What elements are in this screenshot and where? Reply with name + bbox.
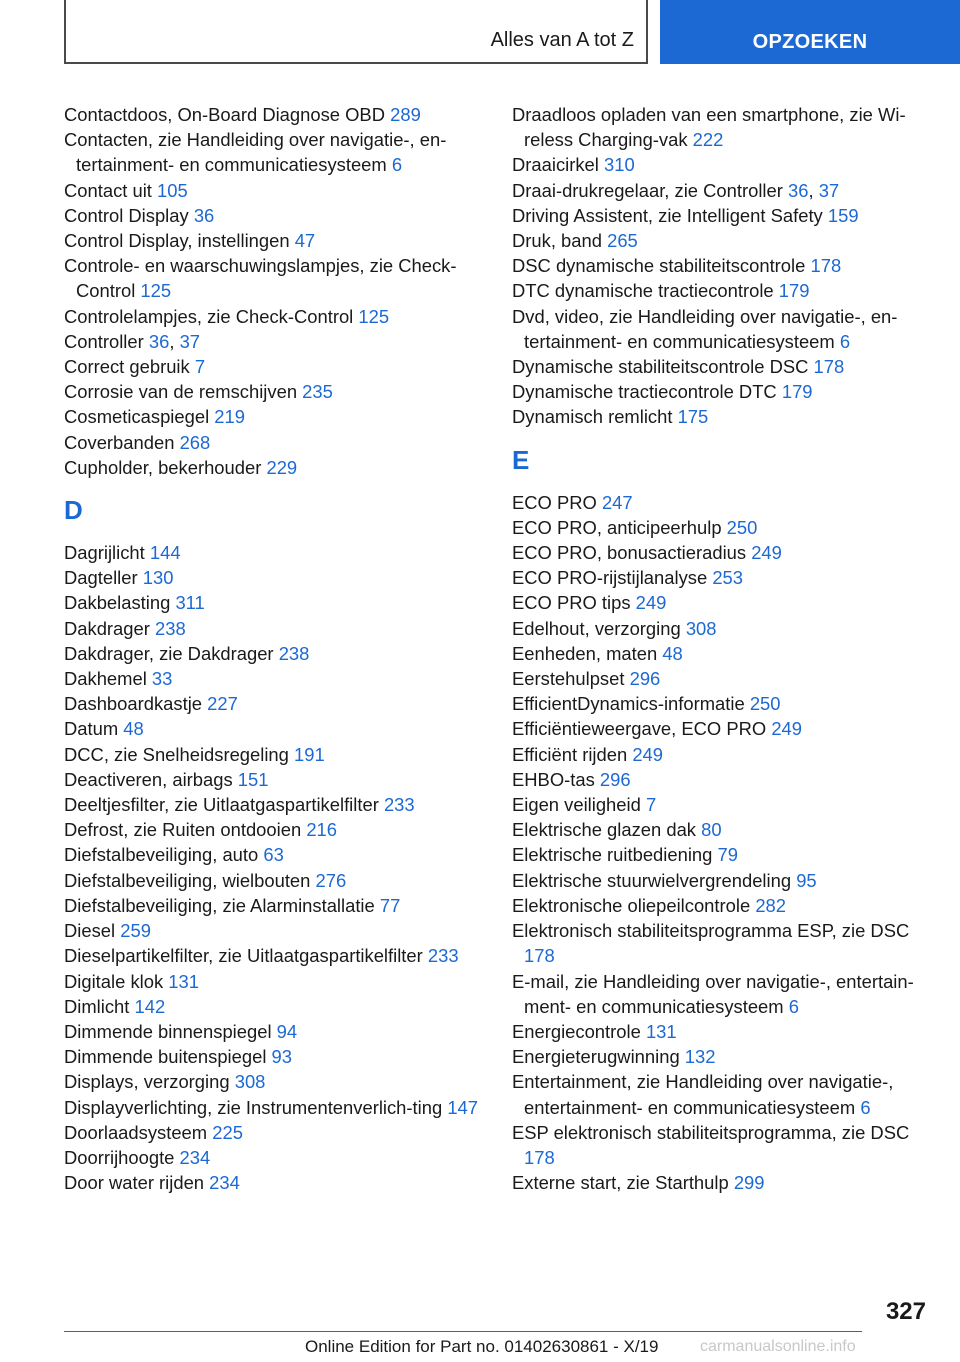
index-entry xyxy=(64,767,484,792)
page-reference-link[interactable]: 142 xyxy=(134,995,166,1017)
index-entry-text: DSC dynamische stabiliteitscontrole xyxy=(512,255,806,277)
index-entry-text: Eerstehulpset xyxy=(512,668,625,690)
page-reference-link[interactable]: 159 xyxy=(827,204,859,226)
index-entry-text: Dynamische stabiliteitscontrole DSC xyxy=(512,356,809,378)
index-entry-text: Diefstalbeveiliging, auto xyxy=(64,844,259,866)
page-reference-link[interactable]: 296 xyxy=(629,668,661,690)
index-entry-text: Edelhout, verzorging xyxy=(512,617,681,639)
page-reference-link[interactable]: 238 xyxy=(278,642,310,664)
index-entry xyxy=(512,1069,932,1119)
index-entry xyxy=(64,354,484,379)
page-reference-link[interactable]: 36 xyxy=(193,204,215,226)
index-entry-text: Entertainment, zie Handleiding over navigatie-, entertainment- en communicatiesysteem xyxy=(512,1071,894,1118)
index-column-left xyxy=(64,102,484,1195)
page-reference-link[interactable]: 37 xyxy=(179,330,201,352)
index-entry xyxy=(64,379,484,404)
index-entry xyxy=(512,565,932,590)
index-entry-text: Cosmeticaspiegel xyxy=(64,406,210,428)
page-reference-link[interactable]: 229 xyxy=(266,456,298,478)
index-entry-text: Deactiveren, airbags xyxy=(64,768,233,790)
index-entry-text: Efficiënt rijden xyxy=(512,743,628,765)
index-entry xyxy=(512,379,932,404)
page-reference-link[interactable]: 63 xyxy=(263,844,284,866)
index-entry xyxy=(64,994,484,1019)
index-entry-text: Dakdrager, zie Dakdrager xyxy=(64,642,274,664)
index-entry xyxy=(64,455,484,480)
page-reference-link[interactable]: 147 xyxy=(447,1096,478,1118)
index-entry xyxy=(64,817,484,842)
index-entry-text: E-mail, zie Handleiding over navigatie-, entertain-ment- en communicatiesysteem xyxy=(512,970,914,1017)
index-entry xyxy=(64,893,484,918)
index-entry xyxy=(512,868,932,893)
index-entry xyxy=(512,490,932,515)
index-entry xyxy=(512,404,932,429)
index-section-letter: D xyxy=(64,495,83,526)
index-entry-text: DCC, zie Snelheidsregeling xyxy=(64,743,289,765)
index-entry-text: Displays, verzorging xyxy=(64,1071,230,1093)
index-entry xyxy=(64,102,484,127)
index-entry xyxy=(64,1069,484,1094)
index-entry xyxy=(512,278,932,303)
index-entry-text: Controlelampjes, zie Check-Control xyxy=(64,305,354,327)
index-entry-text: Doorlaadsysteem xyxy=(64,1121,208,1143)
index-entry-text: Contactdoos, On-Board Diagnose OBD xyxy=(64,104,385,125)
index-entry xyxy=(512,666,932,691)
page-reference-link[interactable]: 36 xyxy=(148,330,170,352)
index-column-right xyxy=(512,102,932,1195)
index-entry xyxy=(512,253,932,278)
index-entry-text: ESP elektronisch stabiliteitsprogramma, zie DSC xyxy=(512,1121,910,1143)
index-entry xyxy=(64,127,484,177)
index-entry-text: ECO PRO tips xyxy=(512,592,631,614)
index-entry xyxy=(512,152,932,177)
page-reference-link[interactable]: 259 xyxy=(120,920,151,942)
index-entry-text: ECO PRO xyxy=(512,491,597,513)
index-entry-text: Externe start, zie Starthulp xyxy=(512,1172,729,1194)
page-reference-link[interactable]: 227 xyxy=(207,693,238,715)
index-entry-text: Diefstalbeveiliging, zie Alarminstallatie xyxy=(64,894,375,916)
index-entry-text: Draaicirkel xyxy=(512,154,599,176)
page-reference-link[interactable]: 253 xyxy=(712,567,743,589)
page-reference-link[interactable]: 249 xyxy=(771,718,802,740)
index-entry xyxy=(64,404,484,429)
index-entry xyxy=(64,616,484,641)
index-entry xyxy=(512,616,932,641)
index-entry xyxy=(64,868,484,893)
index-entry-text: Elektrische stuurwielvergrendeling xyxy=(512,869,792,891)
page-reference-link[interactable]: 249 xyxy=(632,743,663,765)
index-entry-text: Elektronisch stabiliteitsprogramma ESP, zie DSC xyxy=(512,920,910,942)
page-reference-link[interactable]: 222 xyxy=(692,129,724,151)
page-reference-link[interactable]: 233 xyxy=(427,945,459,967)
index-entry-text: Control Display, instellingen xyxy=(64,230,290,252)
page-reference-link[interactable]: 178 xyxy=(524,1146,555,1168)
page-reference-link[interactable]: 48 xyxy=(662,642,683,664)
page-reference-link[interactable]: 233 xyxy=(383,794,415,816)
index-entry-text: Controle- en waarschuwingslampjes, zie Check-Control xyxy=(64,255,457,302)
index-entry-text: Digitale klok xyxy=(64,970,164,992)
page-reference-link[interactable]: 130 xyxy=(142,567,174,589)
header-title-box xyxy=(64,0,648,64)
index-entry-text: Eigen veiligheid xyxy=(512,794,641,816)
page-reference-link[interactable]: 6 xyxy=(788,995,799,1017)
page-reference-link[interactable]: 178 xyxy=(813,356,845,378)
page-reference-link[interactable]: 235 xyxy=(302,381,333,403)
index-entry-text: Displayverlichting, zie Instrumentenverlich-ting xyxy=(64,1096,443,1118)
index-entry-text: ECO PRO, anticipeerhulp xyxy=(512,516,722,538)
index-entry xyxy=(512,842,932,867)
index-entry xyxy=(64,716,484,741)
index-entry-text: Dieselpartikelfilter, zie Uitlaatgaspartikelfilter xyxy=(64,945,423,967)
index-entry-text: ECO PRO, bonusactieradius xyxy=(512,542,747,564)
index-entry-text: Dakhemel xyxy=(64,668,147,690)
page-reference-link[interactable]: 7 xyxy=(645,794,657,816)
index-entry xyxy=(64,943,484,968)
index-section-letter: E xyxy=(512,444,530,475)
index-entry xyxy=(512,918,932,968)
index-entry-text: Defrost, zie Ruiten ontdooien xyxy=(64,819,302,841)
index-entry-text: Diesel xyxy=(64,920,116,942)
index-entry-text: Controller xyxy=(64,330,144,352)
index-entry-text: Draadloos opladen van een smartphone, zie Wi-reless Charging-vak xyxy=(512,104,906,151)
index-entry-text: Doorrijhoogte xyxy=(64,1146,175,1168)
page-reference-link[interactable]: 282 xyxy=(755,894,787,916)
footer-divider xyxy=(64,1331,862,1332)
index-entry xyxy=(512,590,932,615)
page-reference-link[interactable]: 310 xyxy=(604,154,635,176)
index-entry-text: Draai-drukregelaar, zie Controller xyxy=(512,179,783,201)
index-entry xyxy=(64,742,484,767)
index-entry-text: Dvd, video, zie Handleiding over navigatie-, en-tertainment- en communicatiesysteem xyxy=(512,305,898,352)
index-entry xyxy=(64,540,484,565)
index-entry xyxy=(512,641,932,666)
index-entry-text: Contacten, zie Handleiding over navigatie-, en-tertainment- en communicatiesysteem xyxy=(64,129,447,176)
page-number: 327 xyxy=(885,1298,926,1325)
page-reference-link[interactable]: 79 xyxy=(717,844,738,866)
page-reference-link[interactable]: 125 xyxy=(358,305,390,327)
page-reference-link[interactable]: 219 xyxy=(214,406,245,428)
page-reference-link[interactable]: 94 xyxy=(276,1020,298,1042)
index-entry xyxy=(512,1120,932,1170)
page-reference-link[interactable]: 296 xyxy=(599,768,631,790)
page-reference-link[interactable]: 250 xyxy=(749,693,781,715)
chapter-title: Alles van A tot Z xyxy=(490,29,634,51)
index-entry xyxy=(64,1120,484,1145)
index-entry-text: Datum xyxy=(64,718,119,740)
page-reference-link[interactable]: 311 xyxy=(175,592,205,614)
index-entry xyxy=(64,178,484,203)
index-entry xyxy=(512,1170,932,1195)
index-entry-text: Dakdrager xyxy=(64,617,150,639)
index-entry-text: Driving Assistent, zie Intelligent Safety xyxy=(512,204,823,226)
page-reference-link[interactable]: 225 xyxy=(212,1121,243,1143)
page-reference-link[interactable]: 37 xyxy=(818,179,840,201)
page-reference-link[interactable]: 265 xyxy=(607,230,638,252)
page-reference-link[interactable]: 95 xyxy=(796,869,817,891)
edition-text: Online Edition for Part no. 01402630861 - X/19 xyxy=(305,1337,659,1356)
page-reference-link[interactable]: 308 xyxy=(685,617,717,639)
page-reference-link[interactable]: 125 xyxy=(140,280,172,302)
index-entry-text: Eenheden, maten xyxy=(512,642,658,664)
page-reference-link[interactable]: 234 xyxy=(209,1172,240,1194)
index-entry xyxy=(64,1145,484,1170)
page-reference-link[interactable]: 179 xyxy=(781,381,813,403)
page-reference-link[interactable]: 178 xyxy=(810,255,842,277)
index-entry xyxy=(64,666,484,691)
index-entry xyxy=(512,792,932,817)
index-entry-text: Dakbelasting xyxy=(64,592,171,614)
page-reference-link[interactable]: 131 xyxy=(645,1020,677,1042)
index-entry xyxy=(64,1019,484,1044)
page-reference-link[interactable]: 178 xyxy=(524,945,555,967)
index-entry-text: Diefstalbeveiliging, wielbouten xyxy=(64,869,311,891)
page-reference-link[interactable]: 216 xyxy=(306,819,337,841)
page-reference-link[interactable]: 250 xyxy=(726,516,758,538)
index-entry xyxy=(64,691,484,716)
page-reference-link[interactable]: 144 xyxy=(149,542,181,564)
page-reference-link[interactable]: 247 xyxy=(601,491,633,513)
index-entry xyxy=(512,102,932,152)
page-reference-link[interactable]: 48 xyxy=(123,718,144,740)
index-entry xyxy=(512,540,932,565)
index-entry-text: Dashboardkastje xyxy=(64,693,203,715)
index-entry-text: Energiecontrole xyxy=(512,1020,641,1042)
index-entry-text: Dagrijlicht xyxy=(64,542,145,564)
page-reference-link[interactable]: 175 xyxy=(677,406,709,428)
index-entry xyxy=(512,304,932,354)
page-reference-link[interactable]: 77 xyxy=(379,894,401,916)
index-entry xyxy=(64,203,484,228)
index-entry-text: Dynamisch remlicht xyxy=(512,406,673,428)
index-entry-text: Contact uit xyxy=(64,179,152,201)
index-entry xyxy=(512,228,932,253)
index-entry-text: Elektrische ruitbediening xyxy=(512,844,713,866)
index-entry-text: Control Display xyxy=(64,204,189,226)
index-entry-text: Correct gebruik xyxy=(64,356,190,378)
page-reference-link[interactable]: 179 xyxy=(778,280,810,302)
index-entry xyxy=(64,253,484,303)
index-entry xyxy=(64,969,484,994)
index-entry-text: Cupholder, bekerhouder xyxy=(64,456,262,478)
index-entry xyxy=(64,304,484,329)
index-entry xyxy=(512,1044,932,1069)
page-reference-link[interactable]: 238 xyxy=(155,617,186,639)
index-entry xyxy=(512,716,932,741)
page-reference-link[interactable]: 268 xyxy=(179,431,211,453)
index-entry-text: Dimmende buitenspiegel xyxy=(64,1046,267,1068)
index-entry-text: Efficiëntieweergave, ECO PRO xyxy=(512,718,767,740)
page-reference-link[interactable]: 234 xyxy=(179,1146,211,1168)
page-reference-link[interactable]: 299 xyxy=(733,1172,765,1194)
index-entry-text: ECO PRO-rijstijlanalyse xyxy=(512,567,708,589)
index-entry xyxy=(64,565,484,590)
index-entry xyxy=(64,641,484,666)
index-entry-text: DTC dynamische tractiecontrole xyxy=(512,280,774,302)
index-entry-text: Dagteller xyxy=(64,567,138,589)
index-entry xyxy=(512,767,932,792)
index-entry-text: Corrosie van de remschijven xyxy=(64,381,298,403)
index-entry xyxy=(512,817,932,842)
index-entry xyxy=(64,1095,484,1120)
index-entry-text: Coverbanden xyxy=(64,431,175,453)
page-reference-link[interactable]: 47 xyxy=(294,230,316,252)
page-reference-link[interactable]: 33 xyxy=(151,668,173,690)
index-entry xyxy=(64,228,484,253)
search-button[interactable]: OPZOEKEN xyxy=(660,0,960,64)
page-reference-link[interactable]: 7 xyxy=(194,356,206,378)
index-entry-text: Door water rijden xyxy=(64,1172,205,1194)
index-entry-text: Elektrische glazen dak xyxy=(512,819,697,841)
page-reference-link[interactable]: 191 xyxy=(294,743,325,765)
page-reference-link[interactable]: 249 xyxy=(751,542,782,564)
page-reference-link[interactable]: 80 xyxy=(701,819,722,841)
index-entry xyxy=(512,354,932,379)
page-reference-link[interactable]: 6 xyxy=(391,154,403,176)
page-reference-link[interactable]: 132 xyxy=(684,1046,716,1068)
index-entry-text: EfficientDynamics-informatie xyxy=(512,693,745,715)
page-reference-link[interactable]: 249 xyxy=(635,592,667,614)
page-reference-link[interactable]: 6 xyxy=(839,330,851,352)
watermark: carmanualsonline.info xyxy=(700,1338,856,1355)
page-reference-link[interactable]: 6 xyxy=(860,1096,871,1118)
index-entry xyxy=(512,742,932,767)
index-entry-text: Dynamische tractiecontrole DTC xyxy=(512,381,777,403)
index-entry-text: Druk, band xyxy=(512,230,602,252)
page-reference-link[interactable]: 93 xyxy=(271,1046,293,1068)
index-entry xyxy=(512,515,932,540)
index-entry-text: Energieterugwinning xyxy=(512,1046,680,1068)
page-reference-link[interactable]: 105 xyxy=(157,179,188,201)
index-entry-text: Dimlicht xyxy=(64,995,130,1017)
index-entry xyxy=(64,1170,484,1195)
index-entry xyxy=(64,590,484,615)
page-reference-link[interactable]: 289 xyxy=(390,104,421,125)
index-entry-text: Deeltjesfilter, zie Uitlaatgaspartikelfilter xyxy=(64,794,379,816)
index-entry xyxy=(512,969,932,1019)
index-entry xyxy=(64,918,484,943)
index-entry-text: Elektronische oliepeilcontrole xyxy=(512,894,751,916)
index-entry xyxy=(512,691,932,716)
page-reference-link[interactable]: 151 xyxy=(237,768,269,790)
index-entry xyxy=(64,430,484,455)
index-entry: Controller 36, 37 xyxy=(64,330,201,352)
index-entry xyxy=(64,792,484,817)
page-reference-link[interactable]: 276 xyxy=(315,869,347,891)
page-reference-link[interactable]: 308 xyxy=(234,1071,266,1093)
index-entry xyxy=(64,1044,484,1069)
index-entry xyxy=(512,203,932,228)
index-entry xyxy=(64,842,484,867)
index-entry: Draai-drukregelaar, zie Controller 36, 37 xyxy=(512,179,840,201)
page-reference-link[interactable]: 131 xyxy=(168,970,199,992)
index-entry-text: Dimmende binnenspiegel xyxy=(64,1020,272,1042)
page-reference-link[interactable]: 36 xyxy=(788,179,809,201)
index-entry xyxy=(512,893,932,918)
index-entry xyxy=(512,1019,932,1044)
index-entry-text: EHBO-tas xyxy=(512,768,595,790)
